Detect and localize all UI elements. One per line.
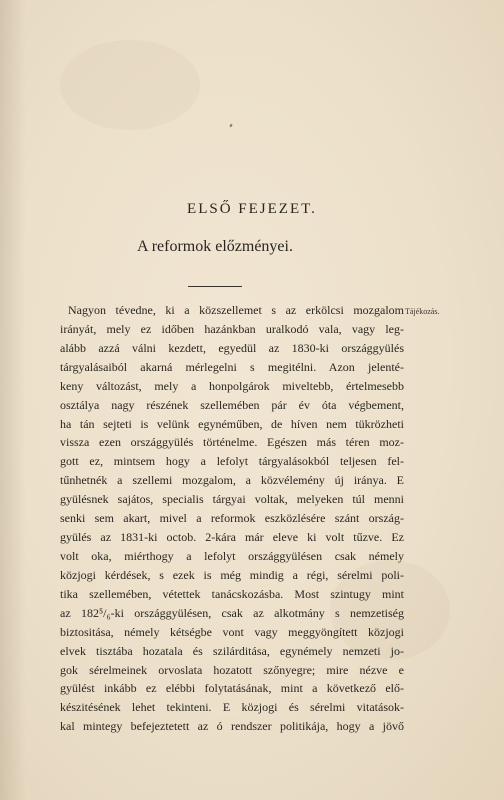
body-paragraph	[60, 301, 404, 736]
text-line: Nagyon tévedne, ki a közszellemet s az erkölcsi mozgalom	[68, 303, 404, 317]
text-line: volt oka, miérthogy a lefolyt országgyülésen csak némely	[60, 548, 404, 563]
text-line: tárgyalásaiból akarná mérlegelni s megitélni. Azon jelenté-	[60, 359, 404, 374]
text-line: gyülésnek sajátos, specialis tárgyai voltak, melyeken túl menni	[60, 492, 404, 507]
text-line: biztositása, némely kétségbe vont vagy meggyöngített közjogi	[60, 624, 404, 639]
text-line: közjogi kérdések, s ezek is még mindig a régi, sérelmi poli-	[60, 567, 404, 582]
text-line: ha tán sejteti is velünk egynéműben, de híven nem tükrözheti	[60, 416, 404, 431]
title-divider-rule	[188, 286, 242, 287]
paper-stain	[60, 40, 200, 130]
text-line: az 182⁵/₆-ki országgyülésen, csak az alkotmány s nemzetiség	[60, 605, 404, 620]
text-line: gok sérelmeinek orvoslata hozatott szőnyegre; mire nézve e	[60, 662, 404, 677]
chapter-subtitle: A reformok előzményei.	[137, 238, 293, 255]
spine-shadow	[0, 0, 26, 800]
text-line: gyülés az 1831-ki octob. 2-kára már eleve ki volt tűzve. Ez	[60, 530, 404, 545]
text-line: tűnhetnék a szellemi mozgalom, a közvélemény új iránya. E	[60, 473, 404, 488]
text-line: gott ez, mintsem hogy a lefolyt tárgyalásokból teljesen fel-	[60, 454, 404, 469]
text-line: kal mintegy befejeztetett az ó rendszer politikája, hogy a jövő	[60, 719, 404, 734]
ink-speck	[229, 124, 232, 128]
text-line: gyülést inkább ez elébbi folytatásának, mint a következő elő-	[60, 681, 404, 696]
text-line: irányát, mely ez időben hazánkban uralkodó vala, vagy leg-	[60, 321, 404, 336]
text-line: tika szellemében, vétettek tanácskozásba. Most szintugy mint	[60, 586, 404, 601]
text-line: elvek tisztába hozatala és szilárditása, egynémely nemzeti jo-	[60, 643, 404, 658]
text-line: senki sem akart, mivel a reformok eszközlésére szánt ország-	[60, 511, 404, 526]
text-line: keny változást, mely a honpolgárok miveltebb, értelmesebb	[60, 378, 404, 393]
text-line: osztálya nagy részének szellemében pár év óta végbement,	[60, 397, 404, 412]
chapter-heading: ELSŐ FEJEZET.	[187, 201, 317, 217]
text-line: alább azzá válni kezdett, egyedül az 1830-ki országgyülés	[60, 340, 404, 355]
text-line: vissza ezen országgyülés történelme. Egészen más téren moz-	[60, 435, 404, 450]
margin-note: Tájékozás.	[405, 307, 440, 316]
text-line: készitésének lehet tekinteni. E közjogi és sérelmi vitatások-	[60, 700, 404, 715]
